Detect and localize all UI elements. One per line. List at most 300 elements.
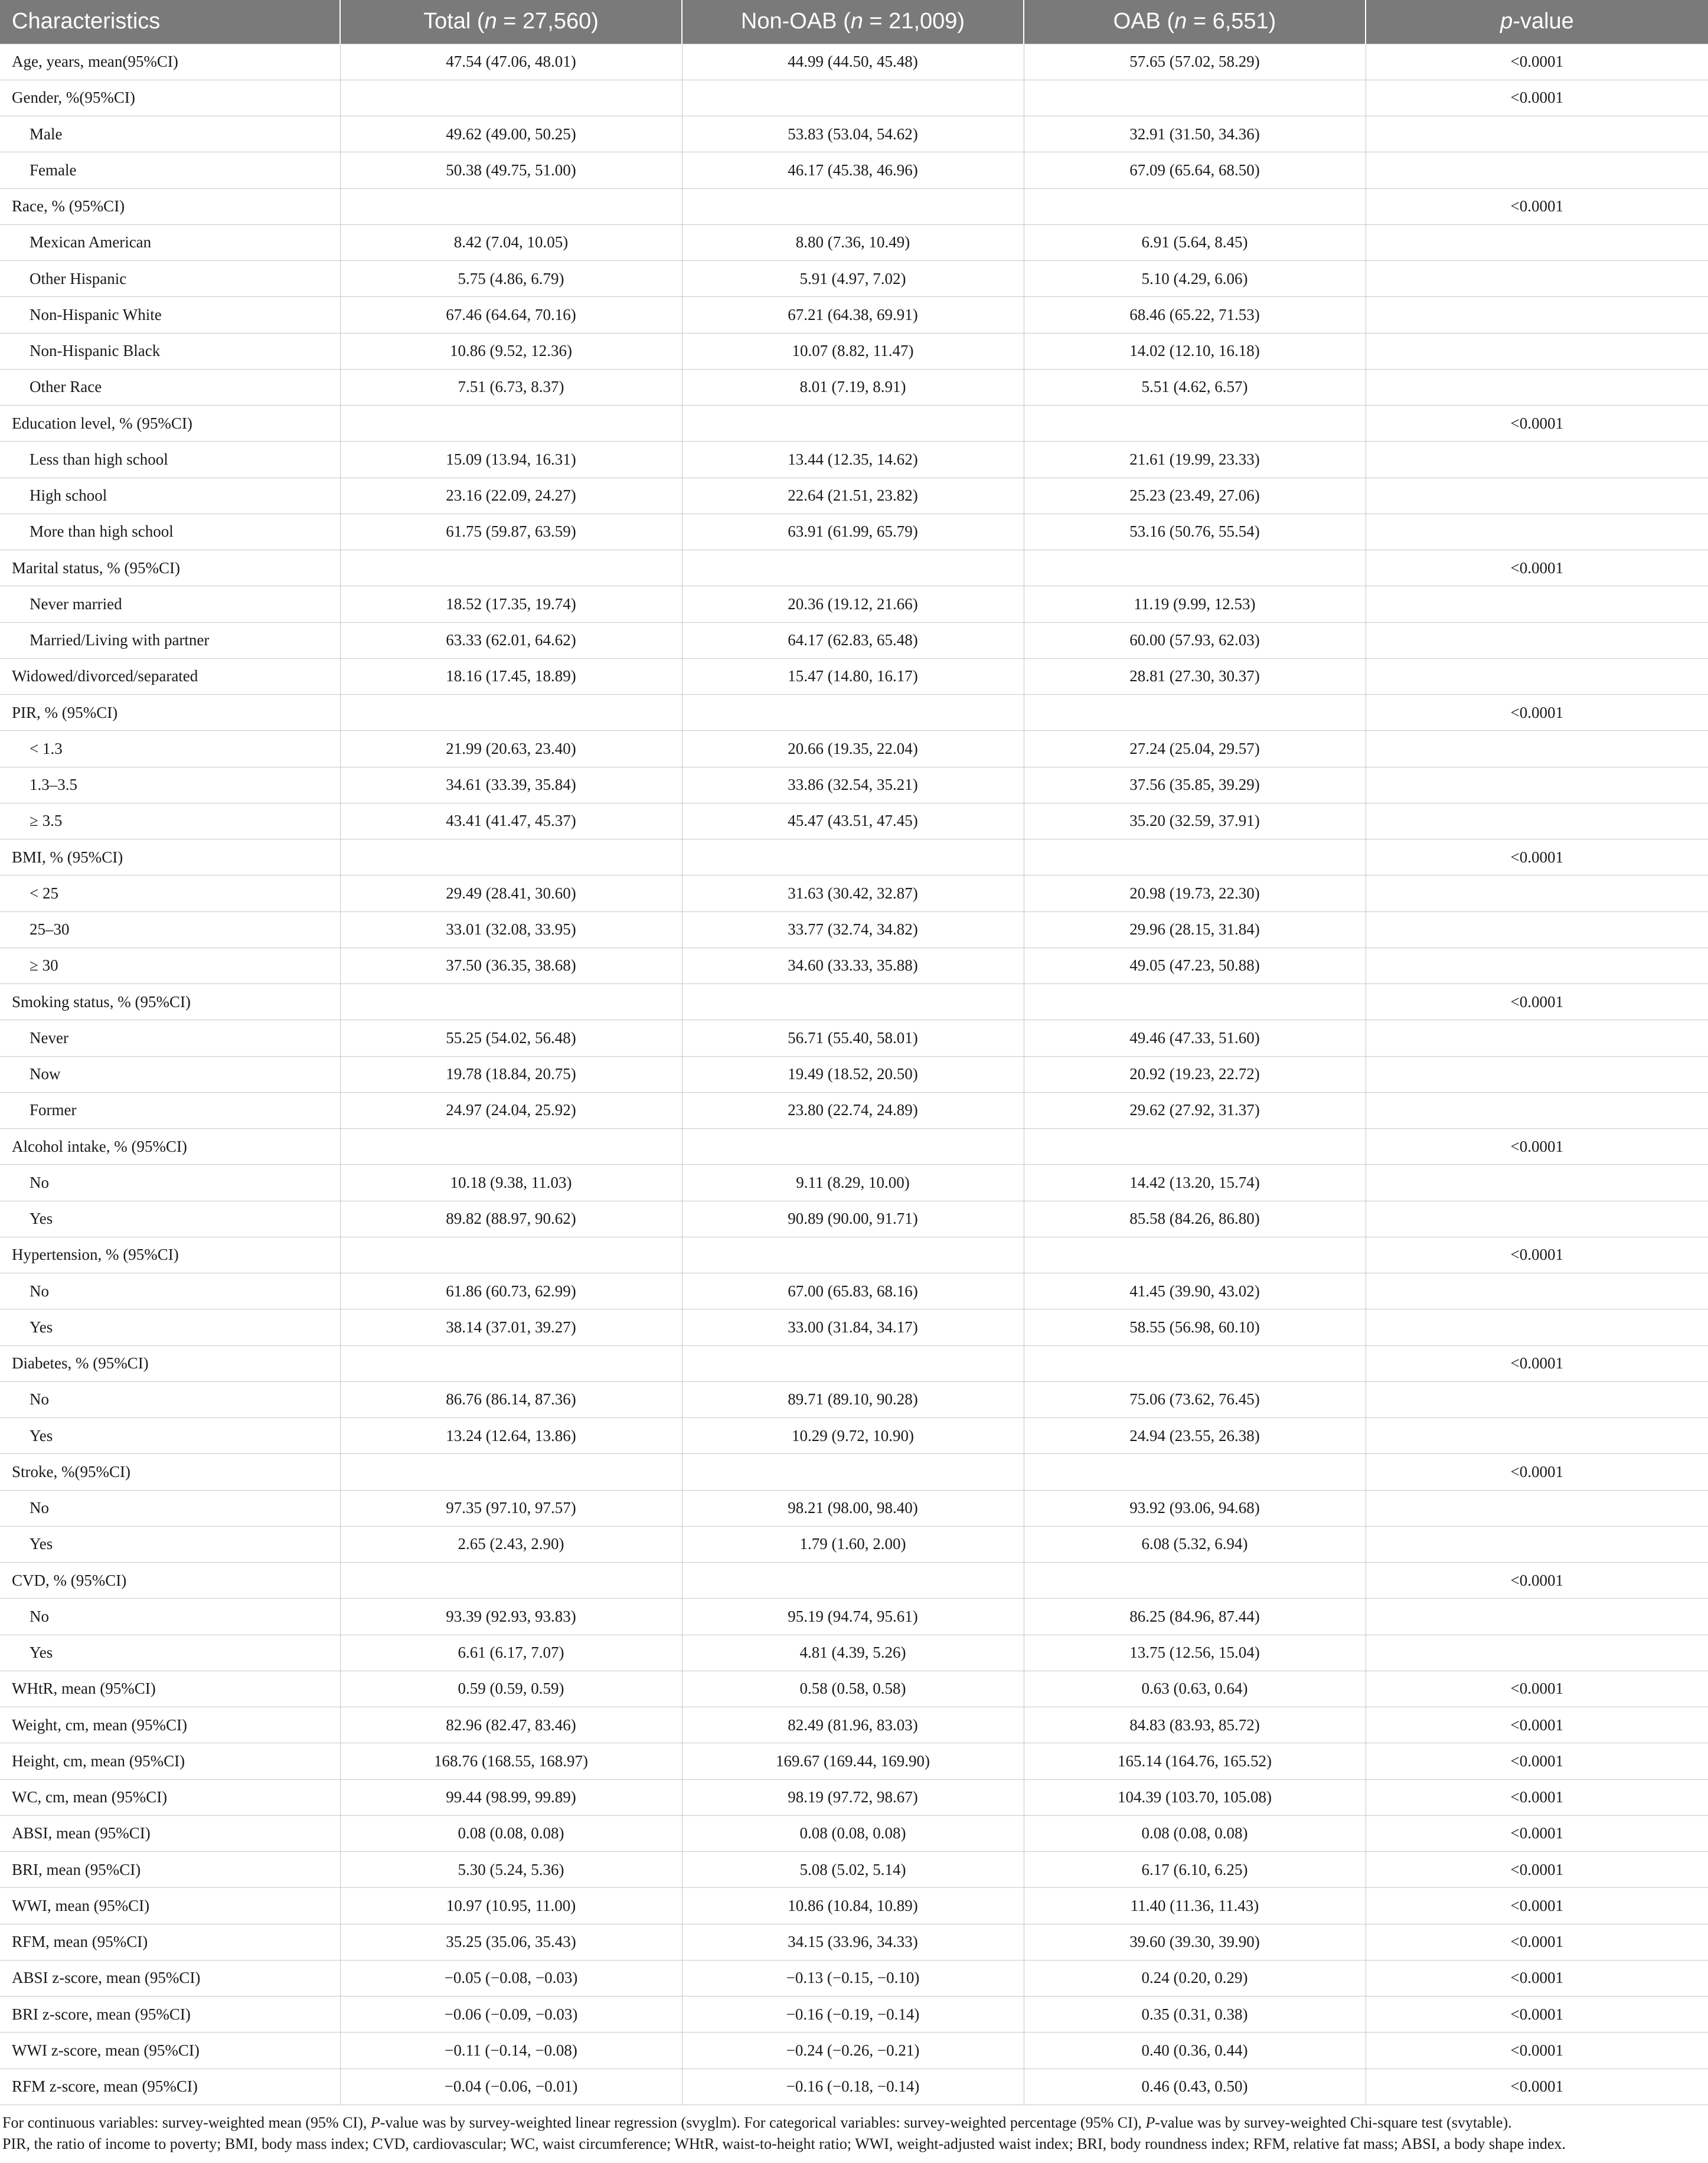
- cell-non-oab: 53.83 (53.04, 54.62): [682, 116, 1024, 152]
- row-label: Education level, % (95%CI): [0, 406, 340, 442]
- row-label: Yes: [0, 1201, 340, 1237]
- cell-oab: 86.25 (84.96, 87.44): [1024, 1599, 1366, 1635]
- cell-total: [340, 1563, 682, 1599]
- row-label: Yes: [0, 1635, 340, 1671]
- cell-total: [340, 695, 682, 731]
- table-row: [0, 1599, 1708, 1635]
- table-row: [0, 803, 1708, 839]
- row-label: Married/Living with partner: [0, 622, 340, 658]
- cell-non-oab: 23.80 (22.74, 24.89): [682, 1092, 1024, 1128]
- cell-p-value: <0.0001: [1366, 188, 1708, 224]
- table-row: [0, 1888, 1708, 1924]
- cell-oab: 68.46 (65.22, 71.53): [1024, 297, 1366, 333]
- cell-p-value: <0.0001: [1366, 1454, 1708, 1490]
- cell-non-oab: [682, 1563, 1024, 1599]
- cell-p-value: [1366, 947, 1708, 984]
- table-row: [0, 911, 1708, 947]
- cell-non-oab: 5.08 (5.02, 5.14): [682, 1852, 1024, 1888]
- header-p-value: p-value: [1366, 0, 1708, 44]
- cell-oab: 85.58 (84.26, 86.80): [1024, 1201, 1366, 1237]
- cell-total: 43.41 (41.47, 45.37): [340, 803, 682, 839]
- cell-oab: 27.24 (25.04, 29.57): [1024, 731, 1366, 767]
- row-label: Age, years, mean(95%CI): [0, 44, 340, 80]
- cell-non-oab: 34.15 (33.96, 34.33): [682, 1924, 1024, 1960]
- table-row: [0, 1237, 1708, 1273]
- table-row: [0, 442, 1708, 478]
- table-row: [0, 1309, 1708, 1345]
- cell-p-value: <0.0001: [1366, 1815, 1708, 1851]
- cell-total: 21.99 (20.63, 23.40): [340, 731, 682, 767]
- cell-p-value: [1366, 767, 1708, 803]
- cell-p-value: [1366, 622, 1708, 658]
- cell-oab: [1024, 1454, 1366, 1490]
- row-label: ABSI z-score, mean (95%CI): [0, 1960, 340, 1996]
- cell-total: [340, 1237, 682, 1273]
- cell-p-value: [1366, 1418, 1708, 1454]
- cell-total: 61.75 (59.87, 63.59): [340, 514, 682, 550]
- cell-p-value: <0.0001: [1366, 1237, 1708, 1273]
- cell-p-value: [1366, 1201, 1708, 1237]
- cell-oab: 20.92 (19.23, 22.72): [1024, 1056, 1366, 1092]
- cell-oab: 49.46 (47.33, 51.60): [1024, 1020, 1366, 1056]
- cell-non-oab: 10.07 (8.82, 11.47): [682, 333, 1024, 369]
- cell-p-value: [1366, 514, 1708, 550]
- cell-p-value: <0.0001: [1366, 550, 1708, 586]
- cell-non-oab: 67.00 (65.83, 68.16): [682, 1273, 1024, 1309]
- cell-non-oab: 5.91 (4.97, 7.02): [682, 261, 1024, 297]
- cell-total: [340, 550, 682, 586]
- table-body: [0, 44, 1708, 2105]
- cell-non-oab: −0.16 (−0.18, −0.14): [682, 2069, 1024, 2105]
- cell-p-value: <0.0001: [1366, 44, 1708, 80]
- table-row: [0, 1815, 1708, 1851]
- cell-oab: 49.05 (47.23, 50.88): [1024, 947, 1366, 984]
- table-row: [0, 1779, 1708, 1815]
- cell-total: [340, 1454, 682, 1490]
- cell-oab: 67.09 (65.64, 68.50): [1024, 152, 1366, 188]
- row-label: Other Hispanic: [0, 261, 340, 297]
- cell-non-oab: 64.17 (62.83, 65.48): [682, 622, 1024, 658]
- cell-p-value: [1366, 333, 1708, 369]
- table-row: [0, 406, 1708, 442]
- cell-p-value: <0.0001: [1366, 1852, 1708, 1888]
- cell-total: 99.44 (98.99, 99.89): [340, 1779, 682, 1815]
- table-row: [0, 1490, 1708, 1526]
- cell-total: 47.54 (47.06, 48.01): [340, 44, 682, 80]
- cell-non-oab: [682, 839, 1024, 875]
- row-label: Never married: [0, 586, 340, 622]
- cell-total: 55.25 (54.02, 56.48): [340, 1020, 682, 1056]
- cell-total: 49.62 (49.00, 50.25): [340, 116, 682, 152]
- cell-oab: [1024, 695, 1366, 731]
- row-label: ABSI, mean (95%CI): [0, 1815, 340, 1851]
- cell-total: 15.09 (13.94, 16.31): [340, 442, 682, 478]
- cell-oab: [1024, 839, 1366, 875]
- cell-non-oab: [682, 1454, 1024, 1490]
- header-non-oab: Non-OAB (n = 21,009): [682, 0, 1024, 44]
- cell-total: 37.50 (36.35, 38.68): [340, 947, 682, 984]
- cell-total: 7.51 (6.73, 8.37): [340, 369, 682, 405]
- cell-total: 35.25 (35.06, 35.43): [340, 1924, 682, 1960]
- table-row: [0, 297, 1708, 333]
- cell-total: −0.11 (−0.14, −0.08): [340, 2033, 682, 2069]
- cell-non-oab: 98.21 (98.00, 98.40): [682, 1490, 1024, 1526]
- cell-oab: 20.98 (19.73, 22.30): [1024, 875, 1366, 911]
- cell-non-oab: 15.47 (14.80, 16.17): [682, 658, 1024, 694]
- cell-non-oab: 20.66 (19.35, 22.04): [682, 731, 1024, 767]
- table-row: [0, 695, 1708, 731]
- cell-total: 97.35 (97.10, 97.57): [340, 1490, 682, 1526]
- cell-non-oab: [682, 984, 1024, 1020]
- cell-p-value: <0.0001: [1366, 80, 1708, 116]
- cell-oab: 21.61 (19.99, 23.33): [1024, 442, 1366, 478]
- table-row: [0, 1743, 1708, 1779]
- table-row: [0, 947, 1708, 984]
- cell-p-value: [1366, 1020, 1708, 1056]
- cell-total: 19.78 (18.84, 20.75): [340, 1056, 682, 1092]
- cell-p-value: [1366, 1381, 1708, 1417]
- cell-total: 89.82 (88.97, 90.62): [340, 1201, 682, 1237]
- cell-p-value: [1366, 911, 1708, 947]
- cell-non-oab: [682, 1129, 1024, 1165]
- cell-total: 8.42 (7.04, 10.05): [340, 224, 682, 260]
- cell-p-value: [1366, 875, 1708, 911]
- table-row: [0, 224, 1708, 260]
- cell-total: 168.76 (168.55, 168.97): [340, 1743, 682, 1779]
- cell-p-value: <0.0001: [1366, 1888, 1708, 1924]
- cell-non-oab: [682, 1345, 1024, 1381]
- cell-p-value: [1366, 586, 1708, 622]
- table-row: [0, 1960, 1708, 1996]
- table-row: [0, 116, 1708, 152]
- cell-non-oab: 63.91 (61.99, 65.79): [682, 514, 1024, 550]
- table-row: [0, 550, 1708, 586]
- cell-oab: 104.39 (103.70, 105.08): [1024, 1779, 1366, 1815]
- row-label: Male: [0, 116, 340, 152]
- cell-non-oab: 98.19 (97.72, 98.67): [682, 1779, 1024, 1815]
- cell-total: 93.39 (92.93, 93.83): [340, 1599, 682, 1635]
- cell-total: 23.16 (22.09, 24.27): [340, 478, 682, 514]
- cell-non-oab: [682, 1237, 1024, 1273]
- cell-p-value: [1366, 224, 1708, 260]
- table-row: [0, 1924, 1708, 1960]
- table-row: [0, 1997, 1708, 2033]
- row-label: Smoking status, % (95%CI): [0, 984, 340, 1020]
- row-label: Diabetes, % (95%CI): [0, 1345, 340, 1381]
- row-label: WWI z-score, mean (95%CI): [0, 2033, 340, 2069]
- cell-p-value: [1366, 442, 1708, 478]
- header-characteristics: Characteristics: [12, 9, 161, 34]
- cell-total: 33.01 (32.08, 33.95): [340, 911, 682, 947]
- cell-oab: 93.92 (93.06, 94.68): [1024, 1490, 1366, 1526]
- cell-non-oab: 8.01 (7.19, 8.91): [682, 369, 1024, 405]
- cell-p-value: <0.0001: [1366, 1707, 1708, 1743]
- cell-p-value: [1366, 1635, 1708, 1671]
- cell-p-value: <0.0001: [1366, 1924, 1708, 1960]
- cell-non-oab: 0.58 (0.58, 0.58): [682, 1671, 1024, 1707]
- cell-non-oab: 33.77 (32.74, 34.82): [682, 911, 1024, 947]
- cell-oab: 28.81 (27.30, 30.37): [1024, 658, 1366, 694]
- cell-p-value: [1366, 1056, 1708, 1092]
- footnote-methods: For continuous variables: survey-weighted mean (95% CI), P-value was by survey-weighted linear regression (svyglm). For categorical variables: survey-weighted percentage (95% CI), P-value was by survey-weighted Chi-square test (svytable).: [2, 2113, 1512, 2131]
- cell-p-value: [1366, 297, 1708, 333]
- cell-total: 18.16 (17.45, 18.89): [340, 658, 682, 694]
- cell-oab: 39.60 (39.30, 39.90): [1024, 1924, 1366, 1960]
- cell-p-value: <0.0001: [1366, 1997, 1708, 2033]
- cell-non-oab: 31.63 (30.42, 32.87): [682, 875, 1024, 911]
- cell-oab: [1024, 550, 1366, 586]
- cell-oab: 29.96 (28.15, 31.84): [1024, 911, 1366, 947]
- row-label: < 25: [0, 875, 340, 911]
- cell-p-value: <0.0001: [1366, 1345, 1708, 1381]
- cell-p-value: <0.0001: [1366, 1671, 1708, 1707]
- cell-total: [340, 80, 682, 116]
- cell-total: 10.97 (10.95, 11.00): [340, 1888, 682, 1924]
- cell-non-oab: 10.86 (10.84, 10.89): [682, 1888, 1024, 1924]
- table-row: [0, 333, 1708, 369]
- cell-oab: [1024, 984, 1366, 1020]
- cell-total: 10.18 (9.38, 11.03): [340, 1165, 682, 1201]
- row-label: 1.3–3.5: [0, 767, 340, 803]
- cell-oab: [1024, 1237, 1366, 1273]
- table-row: [0, 1635, 1708, 1671]
- cell-total: −0.06 (−0.09, −0.03): [340, 1997, 682, 2033]
- header-total: Total (n = 27,560): [340, 0, 682, 44]
- row-label: Female: [0, 152, 340, 188]
- cell-non-oab: 9.11 (8.29, 10.00): [682, 1165, 1024, 1201]
- cell-oab: 24.94 (23.55, 26.38): [1024, 1418, 1366, 1454]
- table-row: [0, 80, 1708, 116]
- cell-oab: 37.56 (35.85, 39.29): [1024, 767, 1366, 803]
- cell-non-oab: 46.17 (45.38, 46.96): [682, 152, 1024, 188]
- row-label: PIR, % (95%CI): [0, 695, 340, 731]
- row-label: CVD, % (95%CI): [0, 1563, 340, 1599]
- row-label: Race, % (95%CI): [0, 188, 340, 224]
- table-row: [0, 152, 1708, 188]
- table-row: [0, 839, 1708, 875]
- row-label: BMI, % (95%CI): [0, 839, 340, 875]
- cell-p-value: <0.0001: [1366, 984, 1708, 1020]
- cell-total: 24.97 (24.04, 25.92): [340, 1092, 682, 1128]
- cell-total: 50.38 (49.75, 51.00): [340, 152, 682, 188]
- table-row: [0, 1092, 1708, 1128]
- cell-total: 63.33 (62.01, 64.62): [340, 622, 682, 658]
- row-label: Non-Hispanic Black: [0, 333, 340, 369]
- cell-oab: 0.63 (0.63, 0.64): [1024, 1671, 1366, 1707]
- cell-oab: 0.08 (0.08, 0.08): [1024, 1815, 1366, 1851]
- row-label: No: [0, 1381, 340, 1417]
- row-label: Stroke, %(95%CI): [0, 1454, 340, 1490]
- cell-p-value: <0.0001: [1366, 406, 1708, 442]
- cell-non-oab: 0.08 (0.08, 0.08): [682, 1815, 1024, 1851]
- cell-oab: 53.16 (50.76, 55.54): [1024, 514, 1366, 550]
- cell-non-oab: 22.64 (21.51, 23.82): [682, 478, 1024, 514]
- cell-total: [340, 406, 682, 442]
- header-oab: OAB (n = 6,551): [1024, 0, 1366, 44]
- table-row: [0, 1852, 1708, 1888]
- cell-oab: [1024, 188, 1366, 224]
- cell-oab: 6.91 (5.64, 8.45): [1024, 224, 1366, 260]
- cell-total: 0.59 (0.59, 0.59): [340, 1671, 682, 1707]
- cell-non-oab: [682, 695, 1024, 731]
- cell-oab: 57.65 (57.02, 58.29): [1024, 44, 1366, 80]
- table-row: [0, 1563, 1708, 1599]
- cell-total: 34.61 (33.39, 35.84): [340, 767, 682, 803]
- row-label: Former: [0, 1092, 340, 1128]
- table-row: [0, 1020, 1708, 1056]
- cell-oab: 25.23 (23.49, 27.06): [1024, 478, 1366, 514]
- cell-oab: 165.14 (164.76, 165.52): [1024, 1743, 1366, 1779]
- cell-total: 10.86 (9.52, 12.36): [340, 333, 682, 369]
- cell-oab: 75.06 (73.62, 76.45): [1024, 1381, 1366, 1417]
- row-label: Weight, cm, mean (95%CI): [0, 1707, 340, 1743]
- cell-total: [340, 1345, 682, 1381]
- row-label: Never: [0, 1020, 340, 1056]
- cell-total: 86.76 (86.14, 87.36): [340, 1381, 682, 1417]
- cell-non-oab: 19.49 (18.52, 20.50): [682, 1056, 1024, 1092]
- cell-non-oab: 67.21 (64.38, 69.91): [682, 297, 1024, 333]
- cell-oab: 5.10 (4.29, 6.06): [1024, 261, 1366, 297]
- cell-total: 5.30 (5.24, 5.36): [340, 1852, 682, 1888]
- cell-oab: 11.40 (11.36, 11.43): [1024, 1888, 1366, 1924]
- row-label: Less than high school: [0, 442, 340, 478]
- table-row: [0, 586, 1708, 622]
- row-label: Now: [0, 1056, 340, 1092]
- footnote-abbreviations: PIR, the ratio of income to poverty; BMI, body mass index; CVD, cardiovascular; WC, waist circumference; WHtR, waist-to-height ratio; WWI, weight-adjusted waist index; BRI, body roundness index; RFM, relative fat mass; ABSI, a body shape index.: [2, 2135, 1566, 2152]
- table-row: [0, 731, 1708, 767]
- cell-non-oab: 33.00 (31.84, 34.17): [682, 1309, 1024, 1345]
- table-row: [0, 44, 1708, 80]
- cell-oab: 11.19 (9.99, 12.53): [1024, 586, 1366, 622]
- cell-p-value: [1366, 478, 1708, 514]
- cell-total: 13.24 (12.64, 13.86): [340, 1418, 682, 1454]
- row-label: Gender, %(95%CI): [0, 80, 340, 116]
- table-row: [0, 1671, 1708, 1707]
- cell-total: 18.52 (17.35, 19.74): [340, 586, 682, 622]
- cell-non-oab: 4.81 (4.39, 5.26): [682, 1635, 1024, 1671]
- table-row: [0, 2033, 1708, 2069]
- table-row: [0, 622, 1708, 658]
- cell-oab: 14.02 (12.10, 16.18): [1024, 333, 1366, 369]
- row-label: No: [0, 1599, 340, 1635]
- cell-non-oab: [682, 406, 1024, 442]
- cell-p-value: <0.0001: [1366, 1743, 1708, 1779]
- cell-oab: 0.24 (0.20, 0.29): [1024, 1960, 1366, 1996]
- cell-total: [340, 984, 682, 1020]
- table-row: [0, 1707, 1708, 1743]
- cell-p-value: <0.0001: [1366, 1779, 1708, 1815]
- cell-total: 38.14 (37.01, 39.27): [340, 1309, 682, 1345]
- cell-p-value: <0.0001: [1366, 839, 1708, 875]
- cell-non-oab: 56.71 (55.40, 58.01): [682, 1020, 1024, 1056]
- cell-oab: 58.55 (56.98, 60.10): [1024, 1309, 1366, 1345]
- cell-non-oab: 10.29 (9.72, 10.90): [682, 1418, 1024, 1454]
- table-header-row: [0, 0, 1708, 44]
- cell-p-value: [1366, 803, 1708, 839]
- table-row: [0, 1129, 1708, 1165]
- table-row: [0, 188, 1708, 224]
- cell-p-value: <0.0001: [1366, 1563, 1708, 1599]
- cell-total: 6.61 (6.17, 7.07): [340, 1635, 682, 1671]
- row-label: Hypertension, % (95%CI): [0, 1237, 340, 1273]
- cell-non-oab: 44.99 (44.50, 45.48): [682, 44, 1024, 80]
- cell-total: 2.65 (2.43, 2.90): [340, 1526, 682, 1562]
- table-row: [0, 1381, 1708, 1417]
- cell-p-value: [1366, 261, 1708, 297]
- cell-non-oab: [682, 188, 1024, 224]
- cell-total: 5.75 (4.86, 6.79): [340, 261, 682, 297]
- table-footnotes: [0, 2105, 1708, 2155]
- table-row: [0, 369, 1708, 405]
- cell-oab: 5.51 (4.62, 6.57): [1024, 369, 1366, 405]
- row-label: Yes: [0, 1526, 340, 1562]
- cell-oab: 6.17 (6.10, 6.25): [1024, 1852, 1366, 1888]
- cell-oab: 41.45 (39.90, 43.02): [1024, 1273, 1366, 1309]
- row-label: WHtR, mean (95%CI): [0, 1671, 340, 1707]
- cell-p-value: [1366, 152, 1708, 188]
- table-row: [0, 1345, 1708, 1381]
- row-label: WC, cm, mean (95%CI): [0, 1779, 340, 1815]
- table-row: [0, 1056, 1708, 1092]
- cell-non-oab: 169.67 (169.44, 169.90): [682, 1743, 1024, 1779]
- row-label: < 1.3: [0, 731, 340, 767]
- cell-total: −0.05 (−0.08, −0.03): [340, 1960, 682, 1996]
- cell-non-oab: 8.80 (7.36, 10.49): [682, 224, 1024, 260]
- row-label: No: [0, 1490, 340, 1526]
- cell-p-value: [1366, 1273, 1708, 1309]
- cell-total: [340, 1129, 682, 1165]
- cell-p-value: <0.0001: [1366, 695, 1708, 731]
- cell-total: [340, 188, 682, 224]
- cell-non-oab: [682, 80, 1024, 116]
- row-label: Other Race: [0, 369, 340, 405]
- cell-total: [340, 839, 682, 875]
- cell-p-value: <0.0001: [1366, 1960, 1708, 1996]
- row-label: BRI z-score, mean (95%CI): [0, 1997, 340, 2033]
- cell-non-oab: [682, 550, 1024, 586]
- cell-p-value: [1366, 1165, 1708, 1201]
- row-label: ≥ 30: [0, 947, 340, 984]
- cell-non-oab: 1.79 (1.60, 2.00): [682, 1526, 1024, 1562]
- cell-non-oab: 89.71 (89.10, 90.28): [682, 1381, 1024, 1417]
- table-row: [0, 261, 1708, 297]
- cell-oab: [1024, 80, 1366, 116]
- row-label: BRI, mean (95%CI): [0, 1852, 340, 1888]
- table-row: [0, 478, 1708, 514]
- cell-oab: 0.40 (0.36, 0.44): [1024, 2033, 1366, 2069]
- table-row: [0, 767, 1708, 803]
- cell-oab: 29.62 (27.92, 31.37): [1024, 1092, 1366, 1128]
- cell-oab: [1024, 406, 1366, 442]
- cell-p-value: [1366, 369, 1708, 405]
- row-label: Mexican American: [0, 224, 340, 260]
- cell-oab: 0.46 (0.43, 0.50): [1024, 2069, 1366, 2105]
- cell-oab: 35.20 (32.59, 37.91): [1024, 803, 1366, 839]
- row-label: No: [0, 1165, 340, 1201]
- cell-oab: [1024, 1129, 1366, 1165]
- row-label: Non-Hispanic White: [0, 297, 340, 333]
- cell-p-value: [1366, 1526, 1708, 1562]
- table-row: [0, 1526, 1708, 1562]
- cell-total: −0.04 (−0.06, −0.01): [340, 2069, 682, 2105]
- table-row: [0, 1201, 1708, 1237]
- row-label: Alcohol intake, % (95%CI): [0, 1129, 340, 1165]
- cell-p-value: <0.0001: [1366, 2069, 1708, 2105]
- row-label: Height, cm, mean (95%CI): [0, 1743, 340, 1779]
- cell-total: 61.86 (60.73, 62.99): [340, 1273, 682, 1309]
- cell-total: 0.08 (0.08, 0.08): [340, 1815, 682, 1851]
- cell-p-value: <0.0001: [1366, 1129, 1708, 1165]
